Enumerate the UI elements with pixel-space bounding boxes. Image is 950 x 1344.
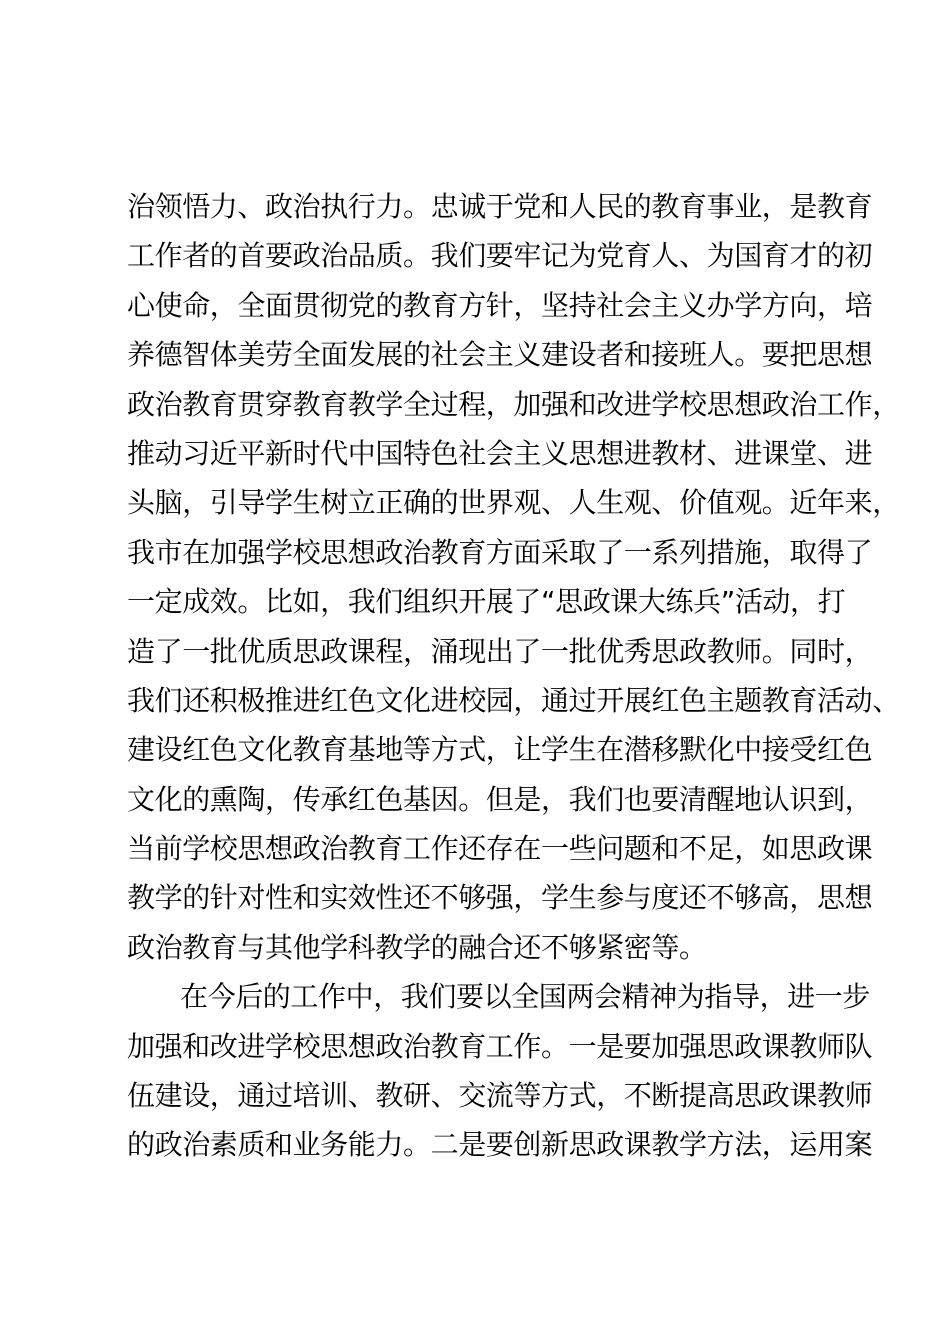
text-line: 文化的熏陶，传承红色基因。但是，我们也要清醒地认识到， [127, 782, 873, 816]
text-line: 治领悟力、政治执行力。忠诚于党和人民的教育事业，是教育 [127, 190, 873, 223]
text-line: 心使命，全面贯彻党的教育方针，坚持社会主义办学方向，培 [127, 288, 873, 322]
body-text [127, 182, 900, 1170]
paragraph-start-line: 在今后的工作中，我们要以全国两会精神为指导，进一步 [180, 980, 871, 1014]
text-line: 当前学校思想政治教育工作还存在一些问题和不足，如思政课 [127, 832, 873, 866]
text-line: 工作者的首要政治品质。我们要牢记为党育人、为国育才的初 [127, 239, 873, 273]
text-line: 养德智体美劳全面发展的社会主义建设者和接班人。要把思想 [127, 338, 873, 372]
text-line: 的政治素质和业务能力。二是要创新思政课教学方法，运用案 [127, 1128, 873, 1162]
text-line: 我们还积极推进红色文化进校园，通过开展红色主题教育活动、 [127, 683, 900, 717]
text-line: 推动习近平新时代中国特色社会主义思想进教材、进课堂、进 [127, 436, 873, 470]
text-line: 我市在加强学校思想政治教育方面采取了一系列措施，取得了 [127, 535, 873, 569]
text-line: 伍建设，通过培训、教研、交流等方式，不断提高思政课教师 [127, 1079, 873, 1113]
text-line: 政治教育贯穿教育教学全过程，加强和改进学校思想政治工作， [127, 387, 900, 421]
text-line: 教学的针对性和实效性还不够强，学生参与度还不够高，思想 [127, 881, 873, 915]
text-line: 建设红色文化教育基地等方式，让学生在潜移默化中接受红色 [127, 733, 873, 767]
text-line: 造了一批优质思政课程，涌现出了一批优秀思政教师。同时， [127, 634, 873, 668]
text-line: 头脑，引导学生树立正确的世界观、人生观、价值观。近年来， [127, 486, 900, 520]
text-line: 政治教育与其他学科教学的融合还不够紧密等。 [127, 930, 707, 964]
text-line: 一定成效。比如，我们组织开展了“思政课大练兵”活动，打 [127, 585, 846, 619]
text-line: 加强和改进学校思想政治教育工作。一是要加强思政课教师队 [127, 1029, 873, 1063]
